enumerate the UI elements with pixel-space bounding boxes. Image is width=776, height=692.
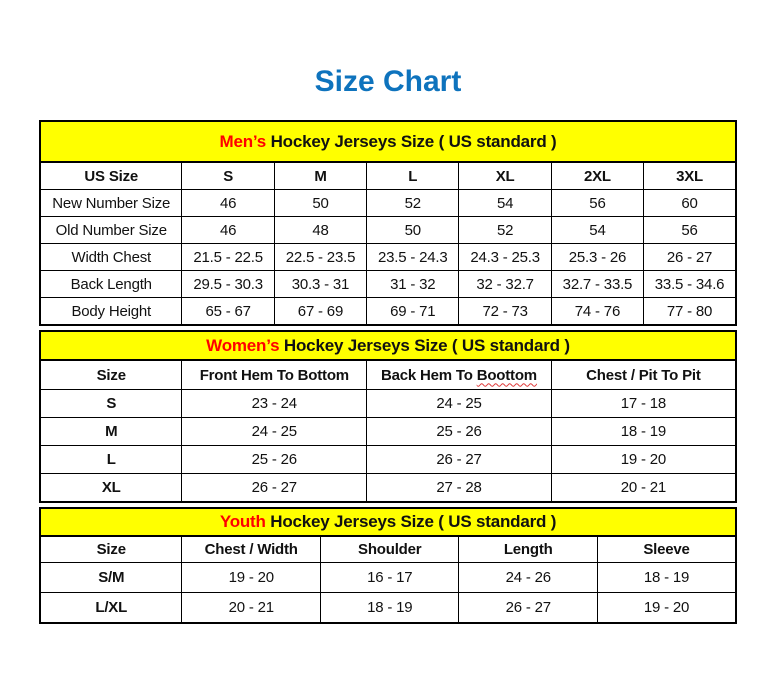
size-cell: 56	[551, 190, 643, 217]
column-header: Shoulder	[320, 536, 459, 563]
column-header: 3XL	[644, 162, 736, 190]
size-cell: 19 - 20	[182, 563, 321, 593]
row-label: S/M	[40, 563, 182, 593]
size-cell: 20 - 21	[182, 593, 321, 624]
womens-caption	[40, 331, 736, 360]
table-row	[40, 190, 736, 217]
column-header: XL	[459, 162, 551, 190]
size-cell: 16 - 17	[320, 563, 459, 593]
youth-header-row	[40, 536, 736, 563]
size-cell: 48	[274, 217, 366, 244]
mens-caption-rest: Hockey Jerseys Size ( US standard )	[270, 131, 557, 151]
size-cell: 23 - 24	[182, 390, 367, 418]
column-header-misspelled	[367, 360, 552, 390]
size-cell: 32 - 32.7	[459, 271, 551, 298]
mens-caption-highlight: Men’s	[219, 131, 267, 151]
row-label: Body Height	[40, 298, 182, 326]
size-cell: 50	[274, 190, 366, 217]
table-row	[40, 474, 736, 503]
size-cell: 77 - 80	[644, 298, 736, 326]
size-cell: 46	[182, 190, 274, 217]
size-cell: 19 - 20	[597, 593, 736, 624]
size-cell: 52	[459, 217, 551, 244]
size-cell: 17 - 18	[551, 390, 736, 418]
size-cell: 24 - 26	[459, 563, 598, 593]
column-header-text: Back Hem To	[381, 366, 473, 384]
youth-caption-band	[40, 508, 736, 536]
column-header: Chest / Width	[182, 536, 321, 563]
size-cell: 25 - 26	[182, 446, 367, 474]
size-cell: 23.5 - 24.3	[367, 244, 459, 271]
table-row	[40, 244, 736, 271]
row-label: Width Chest	[40, 244, 182, 271]
size-cell: 25.3 - 26	[551, 244, 643, 271]
youth-caption	[40, 508, 736, 536]
column-header: M	[274, 162, 366, 190]
table-row	[40, 298, 736, 326]
column-header: US Size	[40, 162, 182, 190]
size-cell: 33.5 - 34.6	[644, 271, 736, 298]
table-row	[40, 563, 736, 593]
size-cell: 69 - 71	[367, 298, 459, 326]
size-cell: 72 - 73	[459, 298, 551, 326]
size-cell: 29.5 - 30.3	[182, 271, 274, 298]
size-cell: 25 - 26	[367, 418, 552, 446]
table-row	[40, 390, 736, 418]
page-title: Size Chart	[314, 65, 462, 98]
row-label: Back Length	[40, 271, 182, 298]
table-row	[40, 446, 736, 474]
size-cell: 24 - 25	[367, 390, 552, 418]
size-cell: 32.7 - 33.5	[551, 271, 643, 298]
column-header: S	[182, 162, 274, 190]
womens-caption-band	[40, 331, 736, 360]
size-cell: 31 - 32	[367, 271, 459, 298]
size-cell: 26 - 27	[367, 446, 552, 474]
column-header: L	[367, 162, 459, 190]
size-cell: 26 - 27	[644, 244, 736, 271]
mens-caption-band	[40, 121, 736, 162]
mens-size-table	[39, 120, 737, 326]
womens-header-row	[40, 360, 736, 390]
column-header: Sleeve	[597, 536, 736, 563]
mens-header-row	[40, 162, 736, 190]
womens-caption-highlight: Women’s	[206, 335, 280, 355]
column-header: Size	[40, 536, 182, 563]
column-header: Front Hem To Bottom	[182, 360, 367, 390]
row-label: L	[40, 446, 182, 474]
size-cell: 19 - 20	[551, 446, 736, 474]
mens-caption	[40, 121, 736, 162]
size-cell: 18 - 19	[597, 563, 736, 593]
table-row	[40, 593, 736, 624]
spellcheck-underlined-word: Boottom	[476, 366, 537, 384]
size-cell: 18 - 19	[320, 593, 459, 624]
size-cell: 67 - 69	[274, 298, 366, 326]
youth-caption-highlight: Youth	[219, 512, 266, 531]
size-cell: 26 - 27	[459, 593, 598, 624]
column-header: Length	[459, 536, 598, 563]
youth-size-table	[39, 507, 737, 624]
size-cell: 52	[367, 190, 459, 217]
size-cell: 30.3 - 31	[274, 271, 366, 298]
column-header: 2XL	[551, 162, 643, 190]
size-cell: 50	[367, 217, 459, 244]
size-cell: 20 - 21	[551, 474, 736, 503]
size-cell: 54	[459, 190, 551, 217]
womens-caption-rest: Hockey Jerseys Size ( US standard )	[283, 335, 570, 355]
size-cell: 22.5 - 23.5	[274, 244, 366, 271]
size-cell: 24 - 25	[182, 418, 367, 446]
size-cell: 60	[644, 190, 736, 217]
size-cell: 74 - 76	[551, 298, 643, 326]
column-header: Chest / Pit To Pit	[551, 360, 736, 390]
row-label: S	[40, 390, 182, 418]
table-row	[40, 418, 736, 446]
table-row	[40, 271, 736, 298]
column-header: Size	[40, 360, 182, 390]
row-label: Old Number Size	[40, 217, 182, 244]
row-label: M	[40, 418, 182, 446]
size-cell: 21.5 - 22.5	[182, 244, 274, 271]
womens-size-table	[39, 330, 737, 503]
size-cell: 46	[182, 217, 274, 244]
row-label: XL	[40, 474, 182, 503]
size-cell: 24.3 - 25.3	[459, 244, 551, 271]
table-row	[40, 217, 736, 244]
size-cell: 18 - 19	[551, 418, 736, 446]
size-cell: 26 - 27	[182, 474, 367, 503]
size-cell: 56	[644, 217, 736, 244]
row-label: New Number Size	[40, 190, 182, 217]
size-cell: 65 - 67	[182, 298, 274, 326]
size-cell: 54	[551, 217, 643, 244]
size-cell: 27 - 28	[367, 474, 552, 503]
youth-caption-rest: Hockey Jerseys Size ( US standard )	[270, 512, 557, 531]
row-label: L/XL	[40, 593, 182, 624]
